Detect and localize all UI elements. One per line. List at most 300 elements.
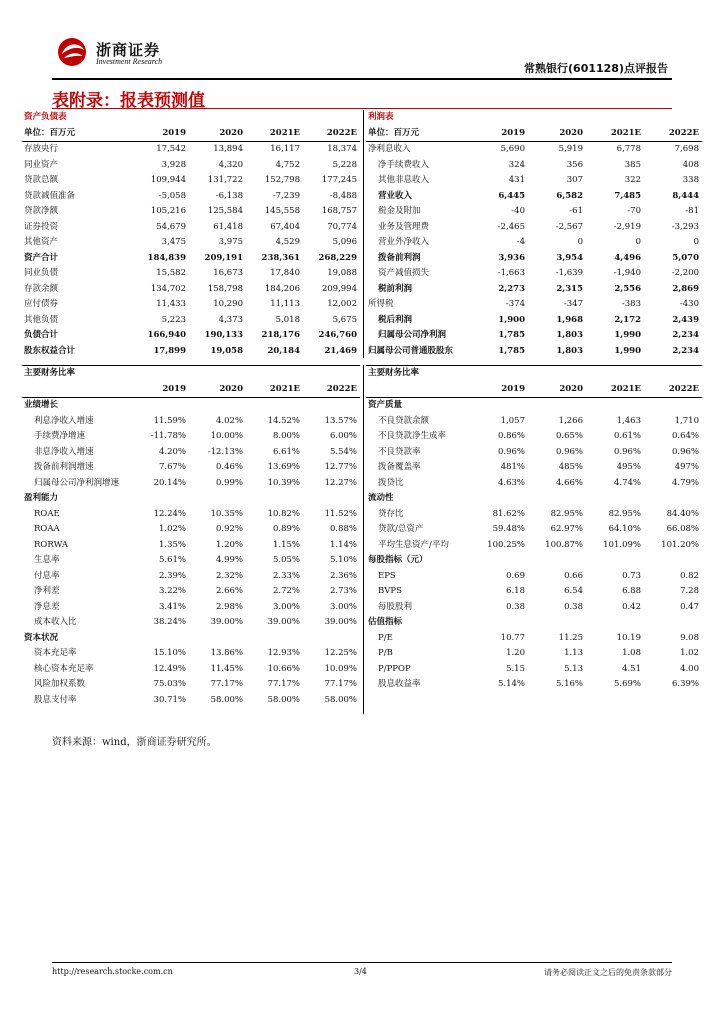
- row-value: 0.82: [680, 570, 699, 581]
- row-value: 101.09%: [603, 539, 641, 550]
- row-value: 7,485: [614, 190, 641, 201]
- row-label: 其他非息收入: [378, 175, 430, 185]
- row-value: -11.78%: [150, 431, 186, 441]
- row-value: 4,373: [218, 314, 243, 325]
- row-value: 0.89%: [272, 524, 300, 534]
- footer-disclaimer: 请务必阅读正文之后的免责条款部分: [544, 968, 672, 977]
- brand-logo: [56, 36, 246, 70]
- blank-cell: [528, 110, 586, 126]
- row-value: 3.00%: [329, 601, 357, 612]
- year-header: 2021E: [586, 382, 644, 398]
- row-label: P/E: [378, 632, 393, 643]
- row-value: 12.25%: [324, 648, 357, 658]
- row-value: 4,752: [275, 159, 300, 170]
- table-row: [366, 662, 702, 678]
- row-value: 497%: [674, 462, 699, 472]
- row-value: 3,928: [161, 159, 186, 170]
- table-row: [22, 677, 360, 693]
- row-value: 0.47: [680, 601, 699, 612]
- row-value: 5,675: [332, 314, 357, 325]
- year-header: 2022E: [644, 382, 702, 398]
- row-label: 业务及管理费: [378, 221, 430, 232]
- row-value: -374: [505, 299, 525, 309]
- table-row: [22, 662, 360, 678]
- row-value: 39.00%: [267, 617, 300, 627]
- row-value: 4.74%: [613, 477, 641, 488]
- row-value: 5,096: [332, 237, 357, 247]
- table-row: [22, 522, 360, 538]
- section-title: 主要财务比率: [366, 366, 470, 382]
- row-value: 0.65%: [555, 431, 583, 441]
- row-value: 7,698: [674, 144, 699, 154]
- row-value: 5.16%: [555, 679, 583, 689]
- row-value: 2,273: [498, 283, 525, 294]
- row-value: -4: [516, 237, 525, 247]
- row-value: 12,002: [327, 299, 357, 309]
- year-header: 2022E: [303, 126, 360, 142]
- group-header-row: [22, 491, 360, 507]
- row-value: 100.25%: [487, 539, 525, 550]
- table-row: [366, 600, 702, 616]
- column-divider-bottom: [363, 365, 364, 714]
- table-row: [366, 584, 702, 600]
- row-value: 84.40%: [666, 508, 699, 519]
- row-value: 6.61%: [272, 446, 300, 457]
- row-value: 3,975: [218, 237, 243, 247]
- row-value: 5.69%: [613, 679, 641, 689]
- section-title-row: [22, 366, 360, 382]
- year-header: 2019: [470, 126, 528, 142]
- row-value: 67,404: [270, 221, 300, 232]
- row-label: 负债合计: [24, 330, 59, 340]
- row-value: -2,567: [555, 221, 583, 232]
- row-value: 5,690: [500, 144, 525, 154]
- row-value: 5.14%: [497, 679, 525, 689]
- group-header: 资本状况: [24, 632, 59, 643]
- row-value: 5,228: [332, 159, 357, 170]
- blank-cell: [303, 491, 360, 507]
- table-row: [366, 158, 702, 174]
- page-title: 表附录：报表预测值: [52, 91, 205, 111]
- brand-name: 浙商证券: [96, 41, 161, 59]
- blank-cell: [470, 491, 528, 507]
- blank-cell: [528, 398, 586, 414]
- row-value: 11.45%: [210, 663, 243, 674]
- row-value: 1,463: [616, 415, 641, 426]
- table-row: [22, 220, 360, 236]
- row-value: 1.35%: [158, 539, 186, 550]
- row-value: 13.69%: [267, 462, 300, 472]
- row-value: 62.97%: [550, 524, 583, 534]
- row-label: 平均生息资产/平均: [378, 539, 449, 550]
- blank-cell: [586, 615, 644, 631]
- row-value: 82.95%: [550, 508, 583, 519]
- blank-cell: [586, 398, 644, 414]
- blank-cell: [189, 366, 246, 382]
- row-value: 2.39%: [158, 570, 186, 581]
- year-header: 2020: [189, 382, 246, 398]
- table-row: [22, 584, 360, 600]
- row-value: 7.67%: [158, 462, 186, 472]
- row-value: -8,488: [329, 190, 357, 201]
- row-value: 101.20%: [661, 539, 699, 550]
- row-value: 1,990: [614, 330, 641, 340]
- row-value: 5,018: [275, 314, 300, 325]
- row-label: 风险加权系数: [34, 679, 86, 689]
- row-value: 21,469: [324, 345, 357, 356]
- table-row: [366, 507, 702, 523]
- table-row: [22, 538, 360, 554]
- row-label: BVPS: [378, 586, 402, 596]
- table-row: [366, 266, 702, 282]
- row-value: 0.38: [506, 601, 525, 612]
- row-value: 17,542: [156, 144, 186, 154]
- row-label: 资产减值损失: [378, 268, 430, 278]
- row-label: 手续费净增速: [34, 431, 86, 441]
- blank-cell: [22, 382, 132, 398]
- group-header-row: [22, 398, 360, 414]
- row-value: 168,757: [321, 206, 357, 216]
- row-value: 0.99%: [215, 477, 243, 488]
- row-label: 净利差: [34, 586, 60, 596]
- row-value: 1,990: [614, 345, 641, 356]
- row-value: -2,919: [613, 221, 641, 232]
- row-label: 净手续费收入: [378, 159, 430, 170]
- row-value: 81.62%: [492, 508, 525, 519]
- year-header: 2020: [189, 126, 246, 142]
- row-value: 10.00%: [210, 431, 243, 441]
- blank-cell: [189, 631, 246, 647]
- row-value: 3,936: [498, 252, 525, 263]
- row-value: 5.05%: [272, 555, 300, 565]
- row-value: 485%: [558, 462, 583, 472]
- row-value: -383: [621, 299, 641, 309]
- row-value: 4.02%: [215, 415, 243, 426]
- year-header: 2021E: [246, 382, 303, 398]
- row-label: 应付债券: [24, 299, 59, 309]
- row-value: 6,582: [556, 190, 583, 201]
- table-row: [366, 313, 702, 329]
- year-header-row: [366, 382, 702, 398]
- blank-cell: [528, 366, 586, 382]
- row-value: -81: [685, 206, 699, 216]
- row-value: 17,899: [153, 345, 186, 356]
- table-row: [22, 266, 360, 282]
- row-value: 481%: [500, 462, 525, 472]
- group-header: 业绩增长: [24, 400, 59, 410]
- row-value: 3.00%: [272, 601, 300, 612]
- table-row: [366, 677, 702, 693]
- row-value: 4.99%: [215, 555, 243, 565]
- blank-cell: [470, 110, 528, 126]
- row-value: -12.13%: [207, 446, 243, 457]
- row-label: 每股股利: [378, 601, 413, 612]
- blank-cell: [586, 553, 644, 569]
- row-value: -70: [627, 206, 641, 216]
- blank-cell: [470, 553, 528, 569]
- table-row: [22, 235, 360, 251]
- row-label: 贷款/总资产: [378, 524, 424, 534]
- row-value: 6.18: [506, 586, 525, 596]
- footer-url[interactable]: http://research.stocke.com.cn: [52, 967, 173, 976]
- income-statement-table: [366, 110, 702, 359]
- row-value: 6,778: [616, 144, 641, 154]
- row-value: -2,200: [671, 268, 699, 278]
- table-row: [366, 235, 702, 251]
- row-value: 12.49%: [153, 663, 186, 674]
- group-header: 流动性: [368, 493, 394, 503]
- row-value: 10.19: [616, 632, 641, 643]
- row-value: 5,223: [161, 314, 186, 325]
- row-value: 495%: [616, 462, 641, 472]
- row-value: 30.71%: [153, 694, 186, 705]
- row-label: P/PPOP: [378, 663, 411, 674]
- row-value: 5,070: [672, 252, 699, 263]
- row-label: 股息收益率: [378, 679, 421, 689]
- unit-header-row: [22, 126, 360, 142]
- row-value: 4,320: [218, 159, 243, 170]
- header-divider: [52, 78, 672, 80]
- row-value: 3.41%: [158, 601, 186, 612]
- row-value: 39.00%: [324, 617, 357, 627]
- row-label: 税金及附加: [378, 206, 421, 216]
- row-label: 不良贷款率: [378, 446, 421, 457]
- row-value: 11.25: [558, 632, 583, 643]
- row-value: -7,239: [272, 190, 300, 201]
- blank-cell: [470, 615, 528, 631]
- row-value: 4.20%: [158, 446, 186, 457]
- row-value: 3.22%: [158, 586, 186, 596]
- row-value: 4.79%: [671, 477, 699, 488]
- row-value: 2,869: [672, 283, 699, 294]
- row-value: 0.96%: [671, 446, 699, 457]
- row-value: 4,529: [275, 237, 300, 247]
- blank-cell: [303, 366, 360, 382]
- footer-divider: [52, 962, 672, 963]
- row-value: 4.51: [622, 663, 641, 674]
- row-value: 10.09%: [324, 663, 357, 674]
- row-value: 19,058: [210, 345, 243, 356]
- unit-header-row: [366, 126, 702, 142]
- row-value: 8.00%: [272, 431, 300, 441]
- table-row: [22, 553, 360, 569]
- row-value: 1,900: [498, 314, 525, 325]
- blank-cell: [189, 110, 246, 126]
- table-row: [22, 282, 360, 298]
- row-value: 13.86%: [210, 648, 243, 658]
- row-value: 125,584: [207, 206, 243, 216]
- blank-cell: [644, 491, 702, 507]
- row-label: 净利息收入: [368, 144, 411, 154]
- table-row: [22, 476, 360, 492]
- section-title: 主要财务比率: [22, 366, 132, 382]
- row-label: ROAE: [34, 508, 60, 519]
- row-value: 2.98%: [215, 601, 243, 612]
- group-header-row: [366, 398, 702, 414]
- row-value: 2.32%: [215, 570, 243, 581]
- row-value: 20,184: [267, 345, 300, 356]
- row-value: 177,245: [321, 175, 357, 185]
- row-value: 5.10%: [329, 555, 357, 565]
- year-header: 2020: [528, 126, 586, 142]
- table-row: [22, 569, 360, 585]
- blank-cell: [132, 398, 189, 414]
- row-label: 付息率: [34, 570, 60, 581]
- table-row: [366, 204, 702, 220]
- group-header-row: [366, 553, 702, 569]
- row-value: 246,760: [318, 330, 357, 340]
- row-label: 生息率: [34, 555, 60, 565]
- row-value: 1.20: [506, 648, 525, 658]
- row-label: 所得税: [368, 299, 394, 309]
- row-label: 税前利润: [378, 283, 413, 294]
- row-label: 不良贷款余额: [378, 415, 430, 426]
- row-value: 1,785: [498, 330, 525, 340]
- row-label: RORWA: [34, 539, 69, 550]
- balance-sheet-table: [22, 110, 360, 359]
- row-value: 1,266: [558, 415, 583, 426]
- row-value: 5.61%: [158, 555, 186, 565]
- row-value: 0.46%: [215, 462, 243, 472]
- table-row: [366, 282, 702, 298]
- row-value: 0: [577, 237, 583, 247]
- row-value: 11.59%: [153, 415, 186, 426]
- row-value: 131,722: [207, 175, 243, 185]
- blank-cell: [470, 366, 528, 382]
- table-row: [366, 173, 702, 189]
- section-title: 资产负债表: [24, 112, 67, 122]
- row-value: 307: [566, 175, 583, 185]
- row-label: 贷款净额: [24, 206, 59, 216]
- section-title: 利润表: [368, 112, 394, 122]
- row-value: -430: [679, 299, 699, 309]
- financial-ratios-left-table: [22, 365, 360, 708]
- table-row: [366, 476, 702, 492]
- row-value: 0.96%: [613, 446, 641, 457]
- row-value: -1,663: [497, 268, 525, 278]
- row-value: 61,418: [213, 221, 243, 232]
- year-header: 2019: [132, 126, 189, 142]
- row-value: 184,839: [147, 252, 186, 263]
- blank-cell: [528, 553, 586, 569]
- table-row: [22, 313, 360, 329]
- row-value: 54,679: [156, 221, 186, 232]
- blank-cell: [644, 110, 702, 126]
- row-value: 145,558: [264, 206, 300, 216]
- year-header: 2022E: [303, 382, 360, 398]
- row-value: 77.17%: [210, 679, 243, 689]
- table-row: [366, 569, 702, 585]
- row-label: 营业收入: [378, 190, 413, 201]
- row-value: 1.08: [622, 648, 641, 658]
- table-row: [22, 142, 360, 158]
- row-label: 同业资产: [24, 159, 59, 170]
- row-label: ROAA: [34, 524, 60, 534]
- row-value: 38.24%: [153, 617, 186, 627]
- row-value: 2,172: [614, 314, 641, 325]
- row-label: 同业负债: [24, 268, 59, 278]
- row-value: 324: [508, 159, 525, 170]
- table-row: [366, 189, 702, 205]
- row-label: 贷款减值准备: [24, 190, 76, 201]
- blank-cell: [644, 553, 702, 569]
- row-value: 209,191: [204, 252, 243, 263]
- row-value: 12.27%: [324, 477, 357, 488]
- blank-cell: [528, 491, 586, 507]
- row-value: 190,133: [204, 330, 243, 340]
- row-value: 8,444: [672, 190, 699, 201]
- row-value: 0.88%: [329, 524, 357, 534]
- blank-cell: [644, 615, 702, 631]
- title-divider: [52, 108, 672, 109]
- row-value: 5.54%: [329, 446, 357, 457]
- row-value: 11.52%: [324, 508, 357, 519]
- row-label: 税后利润: [378, 314, 413, 325]
- year-header-row: [22, 382, 360, 398]
- row-value: 0.96%: [555, 446, 583, 457]
- group-header-row: [22, 631, 360, 647]
- table-row: [22, 414, 360, 430]
- row-value: 1,803: [556, 330, 583, 340]
- row-value: 2.33%: [272, 570, 300, 581]
- unit-label: 单位：百万元: [366, 126, 470, 142]
- row-label: 贷存比: [378, 508, 404, 519]
- row-value: 1.15%: [272, 539, 300, 550]
- row-value: -6,138: [215, 190, 243, 201]
- row-value: 109,944: [150, 175, 186, 185]
- row-value: 1.02: [680, 648, 699, 658]
- row-value: 39.00%: [210, 617, 243, 627]
- row-value: 10.39%: [267, 477, 300, 488]
- row-value: 0.92%: [215, 524, 243, 534]
- group-header-row: [366, 615, 702, 631]
- group-header: 资产质量: [368, 400, 403, 410]
- section-title-row: [366, 366, 702, 382]
- row-value: 6.39%: [671, 679, 699, 689]
- table-row: [22, 445, 360, 461]
- row-label: 存款余额: [24, 283, 59, 294]
- blank-cell: [132, 631, 189, 647]
- unit-label: 单位：百万元: [22, 126, 132, 142]
- row-value: 0.96%: [497, 446, 525, 457]
- table-row: [366, 220, 702, 236]
- row-value: 10.77: [500, 632, 525, 643]
- row-value: 10,290: [213, 299, 243, 309]
- row-label: 核心资本充足率: [34, 663, 94, 674]
- group-header: 估值指标: [368, 617, 403, 627]
- table-row: [22, 204, 360, 220]
- row-value: 4.63%: [497, 477, 525, 488]
- year-header: 2020: [528, 382, 586, 398]
- row-value: -1,639: [555, 268, 583, 278]
- row-value: -40: [511, 206, 525, 216]
- row-value: 75.03%: [153, 679, 186, 689]
- row-value: 0.66: [564, 570, 583, 581]
- blank-cell: [246, 398, 303, 414]
- table-row: [366, 522, 702, 538]
- blank-cell: [528, 615, 586, 631]
- row-value: 152,798: [264, 175, 300, 185]
- row-value: 356: [566, 159, 583, 170]
- row-value: 3,475: [161, 237, 186, 247]
- row-value: 11,113: [270, 299, 300, 309]
- row-value: 16,673: [213, 268, 243, 278]
- blank-cell: [246, 631, 303, 647]
- row-value: 2,556: [614, 283, 641, 294]
- row-value: 15.10%: [153, 648, 186, 658]
- table-row: [22, 600, 360, 616]
- brand-tagline: Investment Research: [96, 57, 163, 66]
